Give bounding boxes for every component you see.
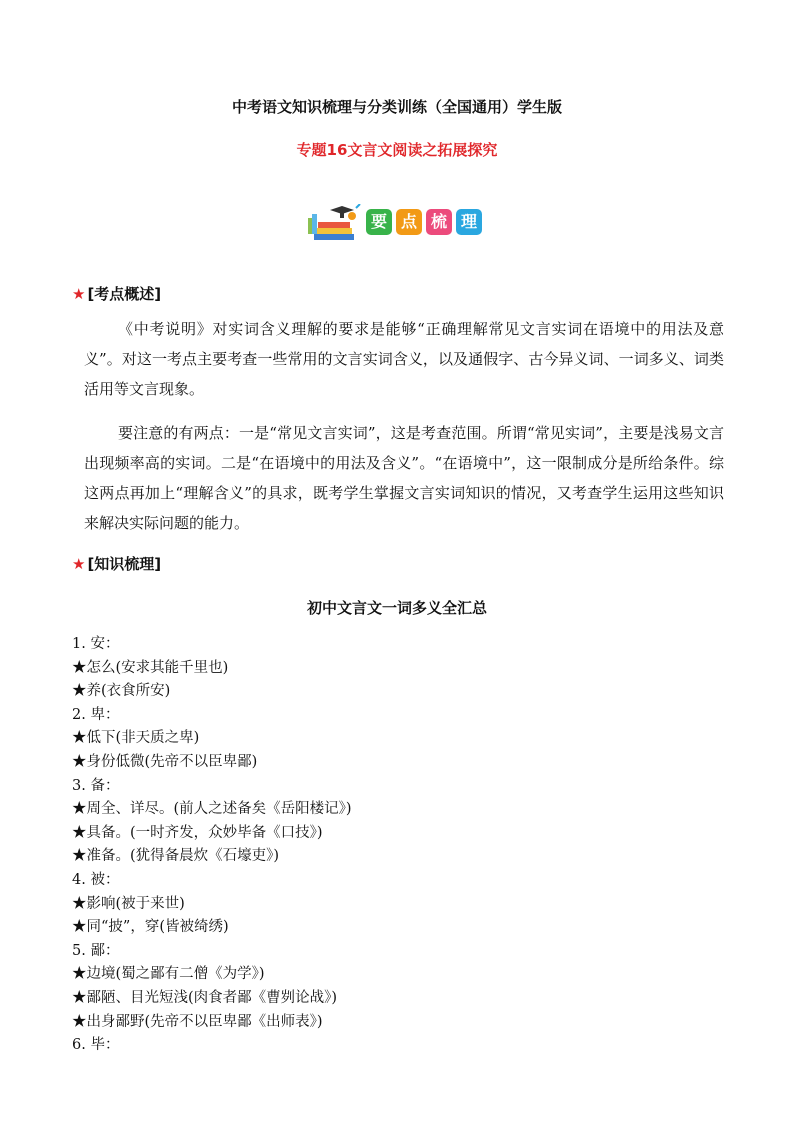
banner-chip: 梳	[426, 209, 452, 235]
list-item: 3. 备：	[72, 777, 120, 794]
section-heading-label: [考点概述]	[87, 285, 162, 303]
list-item: 1. 安：	[72, 636, 120, 652]
list-item: ★出身鄙野(先帝不以臣卑鄙《出师表》)	[72, 1013, 323, 1030]
list-item: ★低下(非天质之卑)	[72, 730, 200, 747]
section-heading-knowledge	[72, 553, 161, 574]
list-item: 5. 鄙：	[72, 942, 120, 959]
list-item: ★怎么(安求其能千里也)	[72, 659, 229, 676]
list-item: ★准备。(犹得备晨炊《石壕吏》)	[72, 848, 280, 865]
banner-chip: 要	[366, 209, 392, 235]
list-item: ★具备。(一时齐发，众妙毕备《口技》)	[72, 824, 323, 841]
list-item: 6. 毕：	[72, 1037, 120, 1054]
section-heading-overview	[72, 283, 161, 304]
paragraph: 《中考说明》对实词含义理解的要求是能够“正确理解常见文言实词在语境中的用法及意义”。对这一考点主要考查一些常用的文言实词含义，以及通假字、古今异义词、一词多义、词类活用等文言现象。	[84, 320, 724, 398]
paragraph: 要注意的有两点：一是“常见文言实词”，这是考查范围。所谓“常见实词”，主要是浅易文言出现频率高的实词。二是“在语境中的用法及含义”。“在语境中”，这一限制成分是所给条件。综这两点再加上“理解含义”的具求，既考学生掌握文言实词知识的情况，又考查学生运用这些知识来解决实际问题的能力。	[84, 424, 724, 532]
list-title: 初中文言文一词多义全汇总	[306, 599, 487, 617]
document-title: 中考语文知识梳理与分类训练（全国通用）学生版	[231, 98, 562, 116]
document-subtitle: 专题16文言文阅读之拓展探究	[296, 141, 498, 159]
key-points-banner	[306, 204, 488, 244]
word-meaning-list	[72, 633, 722, 1058]
list-item: ★身份低微(先帝不以臣卑鄙)	[72, 753, 258, 770]
list-item: ★鄙陋、目光短浅(肉食者鄙《曹刿论战》)	[72, 989, 338, 1006]
section-heading-label: [知识梳理]	[87, 555, 162, 573]
star-icon: ★	[72, 285, 86, 303]
list-item: ★周全、详尽。(前人之述备矣《岳阳楼记》)	[72, 801, 352, 818]
list-item: 4. 被：	[72, 871, 120, 888]
list-item: ★边境(蜀之鄙有二僧《为学》)	[72, 966, 265, 983]
banner-chip: 点	[396, 209, 422, 235]
banner-chip: 理	[456, 209, 482, 235]
books-icon	[306, 204, 362, 244]
list-item: 2. 卑：	[72, 706, 120, 723]
list-item: ★同“披”，穿(皆被绮绣)	[72, 919, 229, 936]
list-item: ★养(衣食所安)	[72, 683, 171, 700]
list-item: ★影响(被于来世)	[72, 895, 185, 912]
star-icon: ★	[72, 555, 86, 573]
